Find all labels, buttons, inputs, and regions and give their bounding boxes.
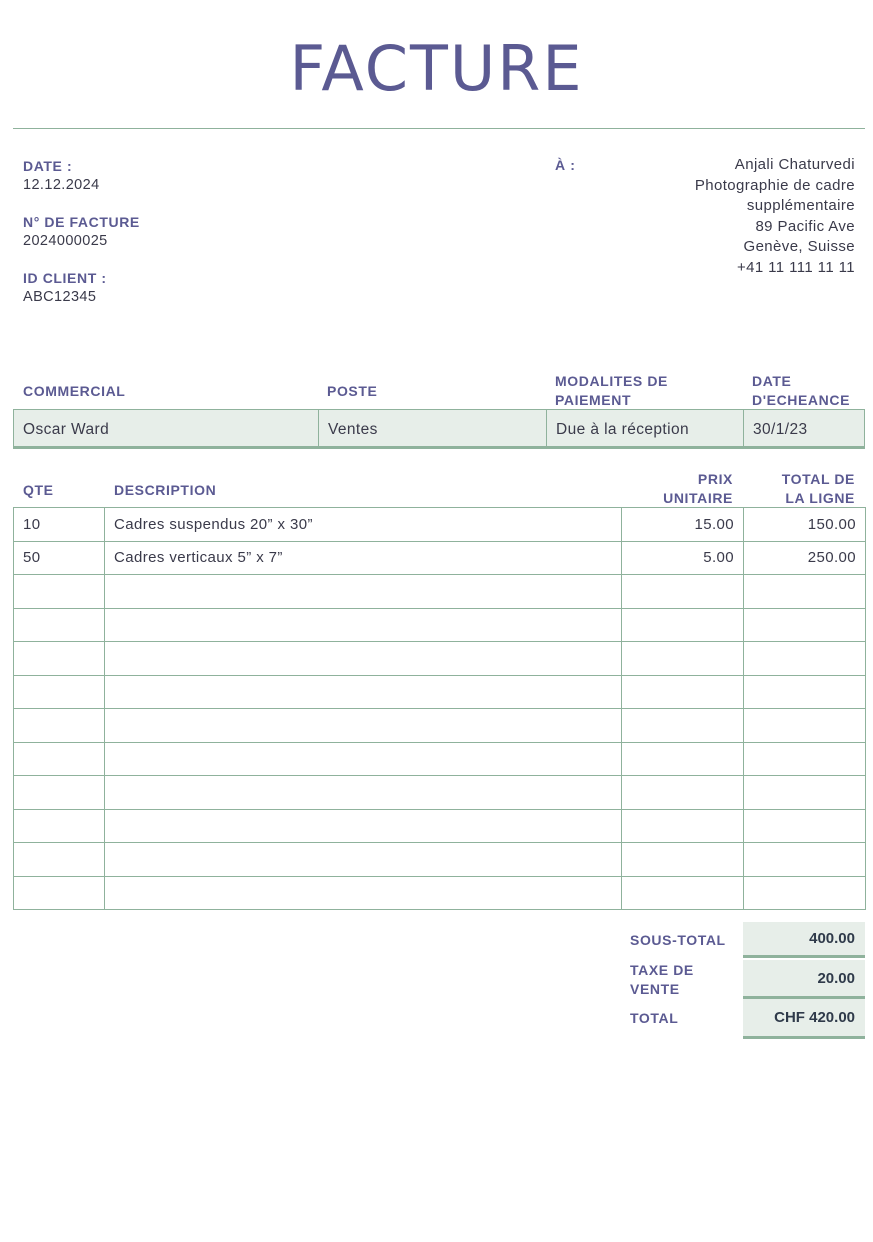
qty-cell [14,843,105,877]
unit-price-cell [622,675,744,709]
table-row [14,541,866,575]
line-total-cell [744,809,866,843]
invoice-number-value: 2024000025 [23,233,108,249]
description-header: DESCRIPTION [114,482,217,498]
table-row [14,742,866,776]
unit-price-cell: 5.00 [622,541,744,575]
date-block [23,157,100,195]
tax-label-line-1: TAXE DE [630,962,694,978]
table-row [14,709,866,743]
table-row [14,575,866,609]
description-cell [105,742,622,776]
sales-table-header [13,372,865,410]
qty-cell [14,675,105,709]
description-cell [105,876,622,910]
line-total-cell [744,709,866,743]
payment-terms-header-line-1: MODALITES DE [555,373,668,389]
unit-price-cell [622,709,744,743]
recipient-street: 89 Pacific Ave [755,217,855,235]
unit-price-cell [622,742,744,776]
line-total-cell [744,843,866,877]
sales-table-row [13,409,865,449]
table-row [14,642,866,676]
due-date-header-line-1: DATE [752,373,792,389]
line-total-cell [744,608,866,642]
qty-cell [14,776,105,810]
description-cell: Cadres suspendus 20” x 30” [105,508,622,542]
date-value: 12.12.2024 [23,177,100,193]
total-value: CHF 420.00 [743,999,865,1039]
description-cell: Cadres verticaux 5” x 7” [105,541,622,575]
table-row [14,776,866,810]
unit-price-cell [622,642,744,676]
payment-terms-header-line-2: PAIEMENT [555,392,632,408]
unit-price-cell [622,776,744,810]
unit-price-cell [622,809,744,843]
line-total-header-line-2: LA LIGNE [785,490,855,506]
description-cell [105,843,622,877]
invoice-number-block [23,213,140,251]
header-divider [13,128,865,129]
recipient-city: Genève, Suisse [743,238,855,256]
line-total-cell [744,675,866,709]
description-cell [105,709,622,743]
recipient-company-line-1: Photographie de cadre [694,176,855,194]
tax-label-line-2: VENTE [630,981,680,997]
qty-cell: 10 [14,508,105,542]
table-row [14,843,866,877]
qty-cell [14,876,105,910]
items-table [13,507,866,910]
line-total-cell: 250.00 [744,541,866,575]
items-table-header [13,470,865,507]
line-total-cell [744,876,866,910]
invoice-title: FACTURE [289,32,584,105]
table-row [14,876,866,910]
description-cell [105,776,622,810]
line-total-cell [744,776,866,810]
line-total-cell [744,642,866,676]
qty-cell: 50 [14,541,105,575]
recipient-address [595,155,855,279]
subtotal-value: 400.00 [743,922,865,958]
table-row [14,608,866,642]
qty-cell [14,742,105,776]
qty-cell [14,608,105,642]
position-header: POSTE [327,383,378,399]
table-row [14,508,866,542]
unit-price-header-line-1: PRIX [697,471,733,487]
salesperson-value: Oscar Ward [14,410,319,447]
description-cell [105,608,622,642]
due-date-header-line-2: D'ECHEANCE [752,392,851,408]
table-row [14,675,866,709]
recipient-company-line-2: supplémentaire [746,197,855,215]
line-total-header-line-1: TOTAL DE [781,471,855,487]
client-id-block [23,269,107,307]
subtotal-label: SOUS-TOTAL [630,932,726,948]
unit-price-cell [622,575,744,609]
description-cell [105,575,622,609]
unit-price-cell [622,876,744,910]
description-cell [105,809,622,843]
recipient-label: À : [555,157,576,173]
qty-cell [14,642,105,676]
date-label: DATE : [23,158,73,174]
description-cell [105,675,622,709]
due-date-value: 30/1/23 [753,421,808,438]
tax-value: 20.00 [743,960,865,999]
line-total-cell [744,742,866,776]
qty-cell [14,709,105,743]
unit-price-cell: 15.00 [622,508,744,542]
position-value: Ventes [319,410,547,447]
recipient-phone: +41 11 111 11 11 [736,258,855,276]
line-total-cell [744,575,866,609]
qty-cell [14,575,105,609]
description-cell [105,642,622,676]
qty-header: QTE [23,482,54,498]
unit-price-cell [622,843,744,877]
unit-price-header-line-2: UNITAIRE [663,490,733,506]
salesperson-header: COMMERCIAL [23,383,126,399]
total-label: TOTAL [630,1010,679,1026]
client-id-value: ABC12345 [23,289,97,305]
client-id-label: ID CLIENT : [23,270,107,286]
invoice-number-label: N° DE FACTURE [23,214,140,230]
recipient-name: Anjali Chaturvedi [734,156,855,173]
payment-terms-value: Due à la réception [547,410,744,447]
unit-price-cell [622,608,744,642]
table-row [14,809,866,843]
line-total-cell: 150.00 [744,508,866,542]
qty-cell [14,809,105,843]
